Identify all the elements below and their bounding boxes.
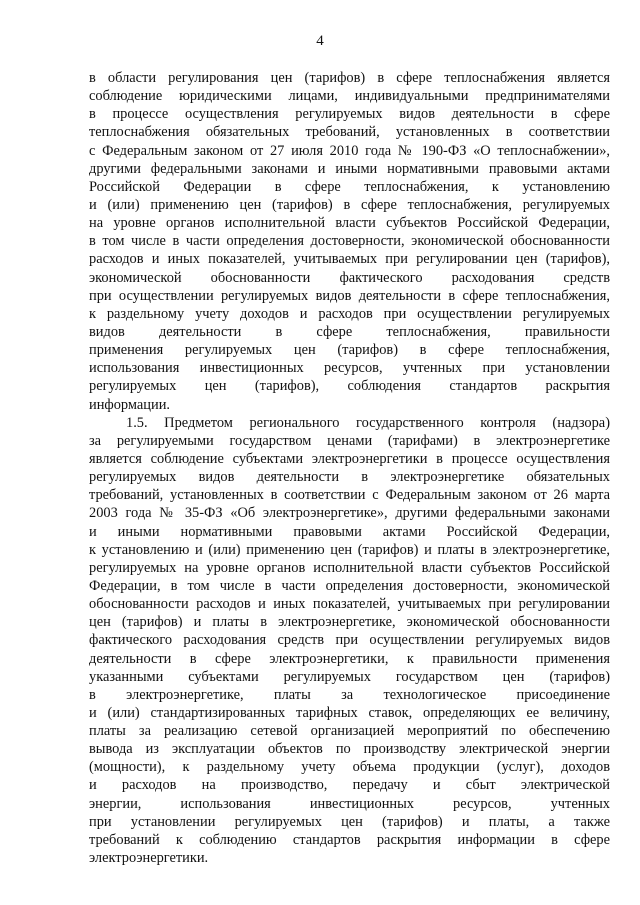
text-line: платы за реализацию сетевой организацией мероприятий по обеспечению bbox=[89, 723, 610, 740]
text-line: теплоснабжения обязательных требований, установленных в соответствии bbox=[89, 124, 610, 141]
text-line: к раздельному учету доходов и расходов при осуществлении регулируемых bbox=[89, 305, 610, 322]
text-line: соблюдение юридическими лицами, индивидуальными предпринимателями bbox=[89, 88, 610, 105]
text-line: при осуществлении регулируемых видов деятельности в сфере теплоснабжения, bbox=[89, 287, 610, 304]
text-line: является соблюдение субъектами электроэнергетики в процессе осуществления bbox=[89, 450, 610, 467]
text-line: регулируемых видов деятельности в электроэнергетике обязательных bbox=[89, 469, 610, 486]
text-line: регулируемых цен (тарифов), соблюдения стандартов раскрытия bbox=[89, 378, 610, 395]
document-body bbox=[89, 69, 610, 867]
text-line: обоснованности расходов и иных показателей, учитываемых при регулировании bbox=[89, 596, 610, 613]
text-line: с Федеральным законом от 27 июля 2010 года № 190-ФЗ «О теплоснабжении», bbox=[89, 142, 610, 159]
text-line: к установлению и (или) применению цен (тарифов) и платы в электроэнергетике, bbox=[89, 541, 610, 558]
text-line: в электроэнергетике, платы за технологическое присоединение bbox=[89, 686, 610, 703]
text-line: требований к соблюдению стандартов раскрытия информации в сфере bbox=[89, 831, 610, 848]
text-line: информации. bbox=[89, 396, 170, 413]
text-line: и (или) применению цен (тарифов) в сфере теплоснабжения, регулируемых bbox=[89, 196, 610, 213]
text-line: в области регулирования цен (тарифов) в сфере теплоснабжения является bbox=[89, 70, 610, 86]
text-line: Федерации, в том числе в части определения достоверности, экономической bbox=[89, 577, 610, 594]
page-number: 4 bbox=[316, 33, 324, 49]
text-line: энергии, использования инвестиционных ресурсов, учтенных bbox=[89, 795, 610, 812]
text-line: на уровне органов исполнительной власти субъектов Российской Федерации, bbox=[89, 215, 610, 232]
text-line: регулируемых на уровне органов исполнительной власти субъектов Российской bbox=[89, 559, 610, 576]
text-line: и иными нормативными правовыми актами Российской Федерации, bbox=[89, 523, 610, 540]
text-line: электроэнергетики. bbox=[89, 850, 209, 867]
text-line: (мощности), к раздельному учету объема продукции (услуг), доходов bbox=[89, 759, 610, 776]
text-line: деятельности в сфере электроэнергетики, к правильности применения bbox=[89, 650, 610, 667]
text-line: 2003 года № 35-ФЗ «Об электроэнергетике», другими федеральными законами bbox=[89, 505, 610, 522]
text-line: расходов и иных показателей, учитываемых при регулировании цен (тарифов), bbox=[89, 251, 610, 268]
text-line: Российской Федерации в сфере теплоснабжения, к установлению bbox=[89, 178, 610, 195]
text-line: экономической обоснованности фактического расходования средств bbox=[89, 269, 610, 286]
text-line: за регулируемыми государством ценами (тарифами) в электроэнергетике bbox=[89, 432, 610, 449]
text-line: при установлении регулируемых цен (тарифов) и платы, а также bbox=[89, 813, 610, 830]
text-line: указанными субъектами регулируемых государством цен (тарифов) bbox=[89, 668, 610, 685]
text-line: 1.5. Предметом регионального государственного контроля (надзора) bbox=[126, 414, 610, 431]
text-line: применения регулируемых цен (тарифов) в сфере теплоснабжения, bbox=[89, 342, 610, 359]
text-line: требований, установленных в соответствии с Федеральным законом от 26 марта bbox=[89, 487, 610, 504]
text-line: видов деятельности в сфере теплоснабжения, правильности bbox=[89, 323, 610, 340]
text-line: использования инвестиционных ресурсов, учтенных при установлении bbox=[89, 360, 610, 377]
text-line: фактического расходования средств при осуществлении регулируемых видов bbox=[89, 632, 610, 649]
text-line: и (или) стандартизированных тарифных ставок, определяющих ее величину, bbox=[89, 704, 610, 721]
text-line: и расходов на производство, передачу и сбыт электрической bbox=[89, 777, 610, 794]
text-line: вывода из эксплуатации объектов по производству электрической энергии bbox=[89, 741, 610, 758]
text-line: в процессе осуществления регулируемых видов деятельности в сфере bbox=[89, 106, 610, 123]
text-line: цен (тарифов) и платы в электроэнергетике, экономической обоснованности bbox=[89, 614, 610, 631]
text-line: другими федеральными законами и иными нормативными правовыми актами bbox=[89, 160, 610, 177]
text-line: в том числе в части определения достоверности, экономической обоснованности bbox=[89, 233, 610, 250]
